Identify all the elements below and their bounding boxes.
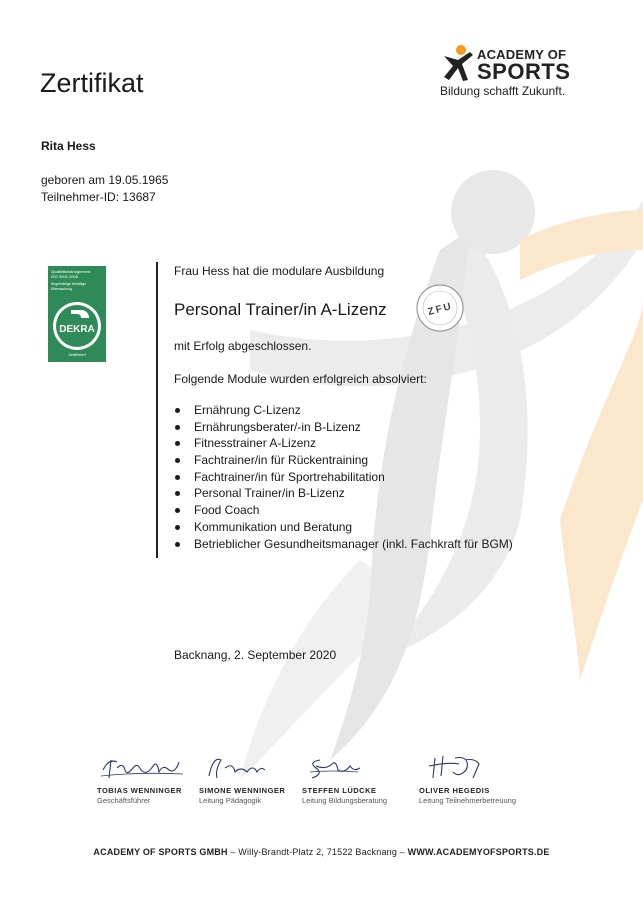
signatory-role: Leitung Pädagogik bbox=[199, 796, 262, 805]
handwritten-signature bbox=[199, 752, 289, 782]
module-name: Ernährung C-Lizenz bbox=[194, 403, 301, 417]
list-item bbox=[174, 536, 513, 553]
module-name: Fachtrainer/in für Sportrehabilitation bbox=[194, 469, 385, 484]
certificate-title: Zertifikat bbox=[40, 68, 144, 98]
signatory-name: OLIVER HEGEDIS bbox=[419, 786, 490, 795]
footer bbox=[0, 847, 643, 857]
handwritten-signature bbox=[97, 752, 187, 782]
bullet-icon bbox=[175, 491, 180, 496]
bullet-icon bbox=[175, 458, 180, 463]
participant-info bbox=[41, 138, 168, 206]
bullet-icon bbox=[175, 425, 180, 430]
list-item bbox=[174, 419, 513, 436]
logo-text-bottom: SPORTS bbox=[477, 59, 571, 84]
bullet-icon bbox=[175, 441, 180, 446]
bullet-icon bbox=[175, 475, 180, 480]
module-name: Ernährungsberater/-in B-Lizenz bbox=[194, 419, 361, 434]
module-name: Personal Trainer/in B-Lizenz bbox=[194, 486, 345, 501]
place-and-date: Backnang, 2. September 2020 bbox=[174, 648, 337, 662]
dekra-badge-line4: Überwachung bbox=[51, 287, 72, 291]
signatory-role: Geschäftsführer bbox=[97, 796, 151, 805]
participant-name: Rita Hess bbox=[41, 139, 96, 153]
dekra-brand: DEKRA bbox=[59, 324, 95, 335]
academy-of-sports-logo bbox=[440, 44, 570, 104]
signatory-name: STEFFEN LÜDCKE bbox=[302, 786, 377, 795]
intro-text: Frau Hess hat die modulare Ausbildung bbox=[174, 264, 385, 278]
dekra-certification-badge bbox=[48, 266, 106, 362]
list-item bbox=[174, 519, 513, 536]
participant-birthdate: geboren am 19.05.1965 bbox=[41, 173, 169, 187]
signature-block bbox=[199, 752, 319, 805]
list-item bbox=[174, 502, 513, 519]
module-name: Kommunikation und Beratung bbox=[194, 519, 353, 534]
list-item bbox=[174, 452, 513, 469]
signatory-role: Leitung Teilnehmerbetreuung bbox=[419, 796, 517, 805]
signature-block bbox=[302, 752, 422, 805]
footer-website: WWW.ACADEMYOFSPORTS.DE bbox=[407, 847, 550, 857]
list-item bbox=[174, 435, 513, 452]
signatory-role: Leitung Bildungsberatung bbox=[302, 796, 388, 805]
bullet-icon bbox=[175, 542, 180, 547]
modules-heading: Folgende Module wurden erfolgreich absolviert: bbox=[174, 372, 427, 386]
dekra-badge-line2: ISO 9001:2008 bbox=[51, 274, 78, 279]
footer-separator: – bbox=[227, 847, 239, 857]
signatory-name: TOBIAS WENNINGER bbox=[97, 786, 182, 795]
signatory-name: SIMONE WENNINGER bbox=[199, 786, 286, 795]
athlete-logo-icon bbox=[440, 44, 480, 84]
modules-list bbox=[174, 402, 513, 552]
handwritten-signature bbox=[302, 752, 392, 782]
module-name: Fitnesstrainer A-Lizenz bbox=[194, 436, 317, 451]
list-item bbox=[174, 402, 513, 419]
module-name: Food Coach bbox=[194, 503, 260, 518]
handwritten-signature bbox=[419, 752, 509, 782]
footer-address: Willy-Brandt-Platz 2, 71522 Backnang bbox=[238, 847, 398, 857]
zfu-seal bbox=[415, 283, 465, 333]
bullet-icon bbox=[175, 508, 180, 513]
spacer bbox=[41, 155, 168, 172]
module-name: Betrieblicher Gesundheitsmanager (inkl. Fachkraft für BGM) bbox=[194, 536, 513, 551]
vertical-divider bbox=[156, 262, 158, 558]
footer-company: ACADEMY OF SPORTS GMBH bbox=[93, 847, 228, 857]
bullet-icon bbox=[175, 525, 180, 530]
dekra-certified-label: Zertifiziert bbox=[68, 352, 86, 357]
participant-id: Teilnehmer-ID: 13687 bbox=[41, 190, 156, 204]
footer-separator: – bbox=[397, 847, 408, 857]
list-item bbox=[174, 485, 513, 502]
dekra-badge-line3: Regelmäßige freiwillige bbox=[51, 282, 87, 286]
logo-text-top: ACADEMY OF bbox=[477, 47, 567, 62]
course-title: Personal Trainer/in A-Lizenz bbox=[174, 300, 387, 319]
signature-block bbox=[419, 752, 539, 805]
dekra-badge-line1: Qualitätsmanagement bbox=[51, 269, 91, 274]
zfu-letters: ZFU bbox=[426, 300, 455, 319]
result-text: mit Erfolg abgeschlossen. bbox=[174, 339, 312, 353]
module-name: Fachtrainer/in für Rückentraining bbox=[194, 453, 369, 468]
bullet-icon bbox=[175, 408, 180, 413]
list-item bbox=[174, 469, 513, 486]
logo-tagline: Bildung schafft Zukunft. bbox=[440, 84, 566, 98]
